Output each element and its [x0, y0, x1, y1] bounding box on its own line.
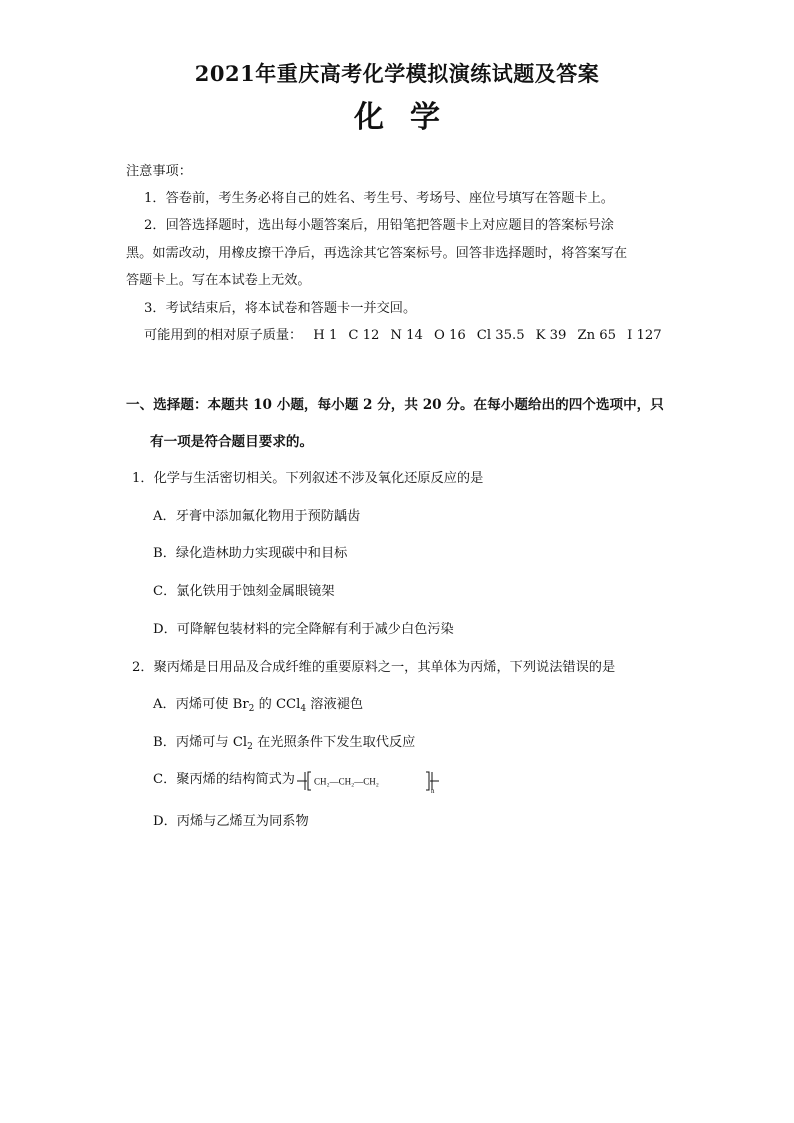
question-1-option-b: B．绿化造林助力实现碳中和目标 — [153, 546, 348, 561]
question-2-option-b — [153, 731, 415, 750]
atomic-masses-label: 可能用到的相对原子质量： — [144, 328, 303, 343]
section-heading-line-2: 有一项是符合题目要求的。 — [150, 434, 314, 450]
question-2-stem: 2．聚丙烯是日用品及合成纤维的重要原料之一，其单体为丙烯，下列说法错误的是 — [132, 660, 616, 675]
notice-item-1: 1．答卷前，考生务必将自己的姓名、考生号、考场号、座位号填写在答题卡上。 — [144, 191, 614, 206]
notice-heading: 注意事项： — [126, 164, 192, 179]
notice-item-2-line-1: 2．回答选择题时，选出每小题答案后，用铅笔把答题卡上对应题目的答案标号涂 — [144, 218, 614, 233]
question-1-option-c: C．氯化铁用于蚀刻金属眼镜架 — [153, 584, 335, 599]
q2b-text-1: B．丙烯可与 Cl — [153, 735, 248, 750]
notice-item-2-line-2: 黑。如需改动，用橡皮擦干净后，再选涂其它答案标号。回答非选择题时，将答案写在 — [126, 246, 628, 261]
question-2-option-d: D．丙烯与乙烯互为同系物 — [153, 814, 309, 829]
notice-item-2-line-3: 答题卡上。写在本试卷上无效。 — [126, 273, 311, 288]
mass-o: O 16 — [433, 328, 466, 343]
mass-c: C 12 — [348, 328, 380, 343]
question-1-stem: 1．化学与生活密切相关。下列叙述不涉及氧化还原反应的是 — [132, 471, 484, 486]
section-heading-line-1: 一、选择题：本题共 10 小题，每小题 2 分，共 20 分。在每小题给出的四个选项中，只 — [126, 397, 664, 413]
q2b-text-2: 在光照条件下发生取代反应 — [252, 735, 416, 750]
q2a-text-1: A．丙烯可使 Br — [153, 697, 249, 712]
mass-n: N 14 — [390, 328, 423, 343]
atomic-masses — [144, 324, 662, 343]
question-1-option-a: A．牙膏中添加氟化物用于预防龋齿 — [153, 509, 361, 524]
polypropylene-formula — [297, 769, 443, 791]
q2b-sub: 2 — [247, 742, 253, 752]
mass-k: K 39 — [535, 328, 567, 343]
q2a-sub-2: 4 — [300, 704, 307, 714]
mass-h: H 1 — [313, 328, 338, 343]
question-2-option-c — [153, 768, 443, 791]
subject-title: 化学 — [354, 100, 466, 135]
mass-zn: Zn 65 — [577, 328, 617, 343]
mass-i: I 127 — [627, 328, 662, 343]
mass-cl: Cl 35.5 — [476, 328, 525, 343]
q2c-text: C．聚丙烯的结构简式为 — [153, 772, 295, 787]
formula-text: CH₂—CH₂—CH₂ — [313, 776, 379, 786]
notice-item-3: 3．考试结束后，将本试卷和答题卡一并交回。 — [144, 301, 417, 316]
q2a-sub-1: 2 — [248, 704, 255, 714]
question-2-option-a — [153, 693, 363, 712]
polymer-bracket-drawing — [297, 769, 443, 793]
question-1-option-d: D．可降解包装材料的完全降解有利于减少白色污染 — [153, 622, 454, 637]
q2a-text-2: 的 CCl — [254, 697, 301, 712]
formula-n: n — [430, 786, 435, 793]
q2a-text-3: 溶液褪色 — [306, 697, 364, 712]
exam-title: 2021年重庆高考化学模拟演练试题及答案 — [194, 61, 600, 86]
